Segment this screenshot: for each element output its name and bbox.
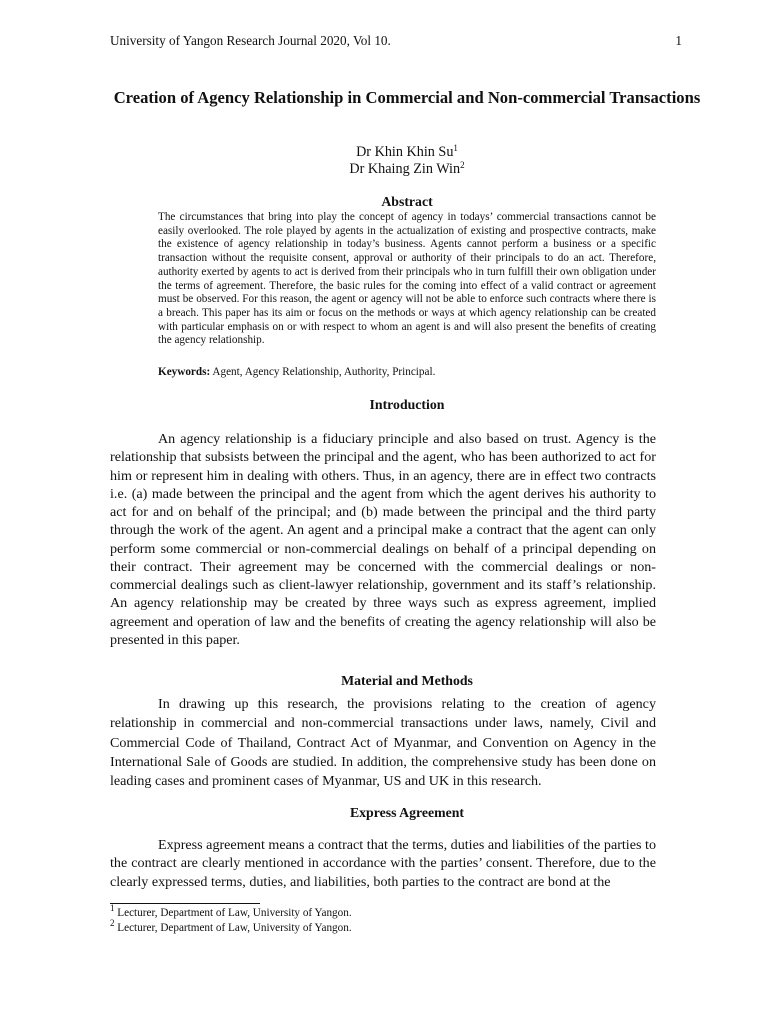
introduction-paragraph: An agency relationship is a fiduciary principle and also based on trust. Agency is the relationship that subsists between the principal and the agent, who has been authorized to act for him or represent him in dealing with others. Thus, in an agency, there are in effect two contracts i.e. (a) made between the principal and the agent from which the agent derives his authority to act for and on behalf of the principal; and (b) made between the principal and the third party through the work of the agent. An agent and a principal make a contract that the agent can only perform some commercial or non-commercial dealings on behalf of a principal depending on their contract. Their agreement may be concerned with the commercial dealings or non-commercial dealings such as client-lawyer relationship, government and its staff’s relationship. An agency relationship may be created by three ways such as express agreement, implied agreement and operation of law and the benefits of creating the agency relationship will also be presented in this paper. bbox=[110, 431, 656, 648]
author-name: Dr Khin Khin Su bbox=[356, 144, 454, 160]
footnote-text: Lecturer, Department of Law, University of Yangon. bbox=[117, 922, 352, 934]
express-agreement-paragraph: Express agreement means a contract that the terms, duties and liabilities of the parties to the contract are clearly mentioned in accordance with the parties’ consent. Therefore, due to the clearly expressed terms, duties, and liabilities, both parties to the contract are bond at the bbox=[110, 837, 656, 890]
running-head bbox=[110, 33, 682, 49]
journal-name: University of Yangon Research Journal 2020, Vol 10. bbox=[110, 33, 391, 48]
author-2 bbox=[110, 161, 704, 178]
author-name: Dr Khaing Zin Win bbox=[349, 161, 461, 177]
footnote-marker: 1 bbox=[110, 903, 115, 913]
footnote-marker: 2 bbox=[460, 160, 465, 170]
paper-title: Creation of Agency Relationship in Commercial and Non-commercial Transactions bbox=[113, 88, 701, 107]
keywords-list: Agent, Agency Relationship, Authority, Principal. bbox=[212, 366, 436, 378]
methods-paragraph: In drawing up this research, the provisions relating to the creation of agency relationship in commercial and non-commercial transactions under laws, namely, Civil and Commercial Code of Thailand, Contract Act of Myanmar, and Convention on Agency in the International Sale of Goods are studied. In addition, the comprehensive study has been done on leading cases and prominent cases of Myanmar, US and UK in this research. bbox=[110, 696, 656, 789]
footnote-divider bbox=[110, 903, 260, 904]
footnote-2 bbox=[110, 918, 670, 935]
author-1 bbox=[110, 144, 704, 161]
footnote-1 bbox=[110, 903, 670, 920]
section-heading-methods: Material and Methods bbox=[341, 673, 473, 688]
page-number: 1 bbox=[675, 33, 682, 48]
footnote-marker: 2 bbox=[110, 918, 115, 928]
author-block bbox=[110, 144, 704, 178]
footnote-text: Lecturer, Department of Law, University of Yangon. bbox=[117, 907, 352, 919]
abstract-heading: Abstract bbox=[381, 194, 433, 209]
keywords-label: Keywords: bbox=[158, 366, 211, 378]
section-heading-express-agreement: Express Agreement bbox=[349, 805, 465, 820]
abstract-body: The circumstances that bring into play the concept of agency in todays’ commercial transactions cannot be easily overlooked. The role played by agents in the actualization of existing and prospective contracts, make the existence of agency relationship in today’s business. Agents cannot perform a business or a specific transaction without the requisite consent, approval or authority of their principals to do an act. Therefore, authority exerted by agents to act is derived from their principals who in turn fulfill their own obligation under the terms of agreement. Therefore, the basic rules for the coming into effect of a valid contract or agreement must be observed. For this reason, the agent or agency will not be able to enforce such contracts where there is a breach. This paper has its aim or focus on the methods or ways at which agency relationship can be created with particular emphasis on or with respect to whom an agent is and will also present the benefits of creating the agency relationship. bbox=[158, 211, 656, 347]
keywords bbox=[158, 365, 656, 379]
footnote-marker: 1 bbox=[453, 143, 458, 153]
section-heading-introduction: Introduction bbox=[369, 397, 445, 412]
